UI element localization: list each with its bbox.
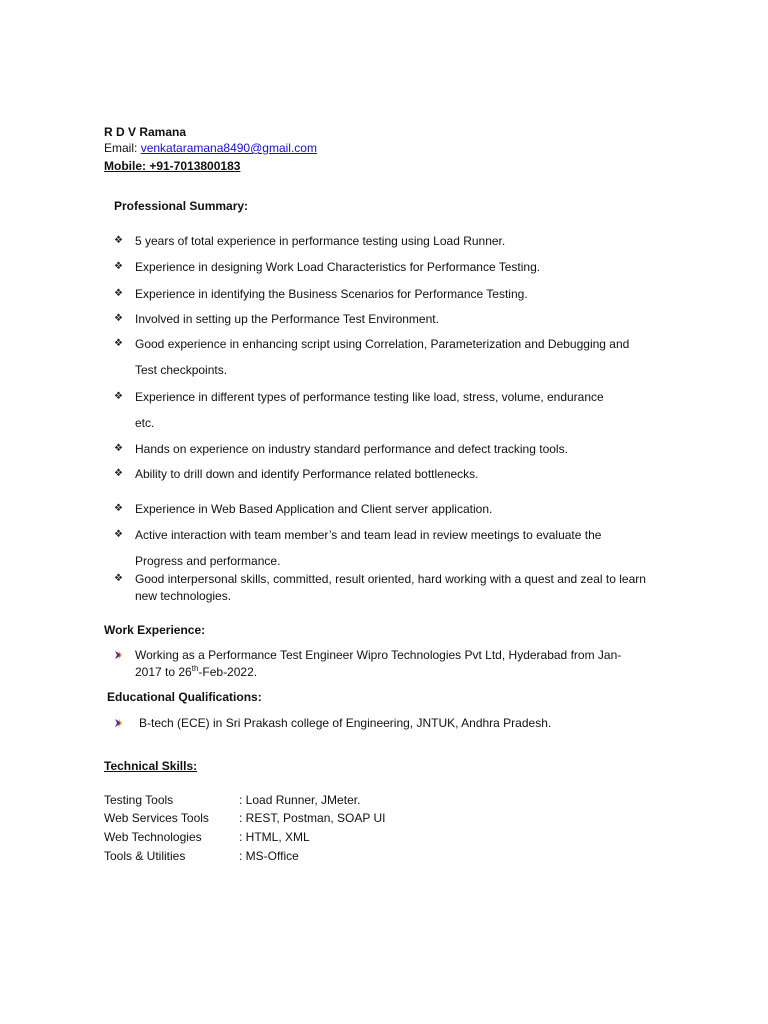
list-item: Experience in identifying the Business Scenarios for Performance Testing. [135, 287, 528, 301]
email-label: Email: [104, 141, 141, 155]
education-item: B-tech (ECE) in Sri Prakash college of Engineering, JNTUK, Andhra Pradesh. [139, 716, 552, 730]
diamond-bullet-icon: ❖ [114, 529, 123, 540]
diamond-bullet-icon: ❖ [114, 391, 123, 402]
list-item-continuation: Test checkpoints. [135, 363, 228, 377]
skill-value: : Load Runner, JMeter. [239, 793, 361, 807]
email-line [104, 140, 317, 156]
list-item-continuation: Progress and performance. [135, 554, 281, 568]
education-heading: Educational Qualifications: [107, 690, 262, 704]
skill-label: Tools & Utilities [104, 849, 186, 863]
arrow-bullet-icon [113, 648, 127, 662]
list-item-continuation: etc. [135, 416, 155, 430]
diamond-bullet-icon: ❖ [114, 235, 123, 246]
list-item: Active interaction with team member’s and team lead in review meetings to evaluate the [135, 528, 602, 542]
diamond-bullet-icon: ❖ [114, 338, 123, 349]
mobile-line: Mobile: +91-7013800183 [104, 159, 241, 173]
work-date-end: -Feb-2022. [198, 665, 258, 679]
work-item-line1: Working as a Performance Test Engineer Wipro Technologies Pvt Ltd, Hyderabad from Jan- [135, 648, 622, 662]
skill-label: Web Technologies [104, 830, 202, 844]
work-date-sup: th [191, 664, 199, 673]
diamond-bullet-icon: ❖ [114, 261, 123, 272]
list-item: Experience in designing Work Load Characteristics for Performance Testing. [135, 260, 541, 274]
work-date-start: 2017 to 26 [135, 665, 192, 679]
list-item: 5 years of total experience in performance testing using Load Runner. [135, 234, 506, 248]
work-item-line2 [135, 664, 257, 680]
candidate-name: R D V Ramana [104, 125, 187, 139]
work-heading: Work Experience: [104, 623, 206, 637]
list-item: Experience in different types of performance testing like load, stress, volume, endurance [135, 390, 604, 404]
skills-heading: Technical Skills: [104, 759, 198, 773]
list-item-continuation: new technologies. [135, 589, 232, 603]
skill-label: Testing Tools [104, 793, 174, 807]
list-item: Good experience in enhancing script using Correlation, Parameterization and Debugging and [135, 337, 630, 351]
diamond-bullet-icon: ❖ [114, 443, 123, 454]
list-item: Experience in Web Based Application and Client server application. [135, 502, 493, 516]
diamond-bullet-icon: ❖ [114, 313, 123, 324]
diamond-bullet-icon: ❖ [114, 503, 123, 514]
list-item: Ability to drill down and identify Performance related bottlenecks. [135, 467, 479, 481]
skill-value: : MS-Office [239, 849, 299, 863]
list-item: Hands on experience on industry standard performance and defect tracking tools. [135, 442, 568, 456]
arrow-bullet-icon [113, 716, 127, 730]
email-link[interactable]: venkataramana8490@gmail.com [140, 141, 317, 155]
summary-heading: Professional Summary: [114, 199, 249, 213]
diamond-bullet-icon: ❖ [114, 288, 123, 299]
diamond-bullet-icon: ❖ [114, 468, 123, 479]
skill-label: Web Services Tools [104, 811, 209, 825]
list-item: Involved in setting up the Performance Test Environment. [135, 312, 439, 326]
skill-value: : HTML, XML [239, 830, 310, 844]
diamond-bullet-icon: ❖ [114, 573, 123, 584]
list-item: Good interpersonal skills, committed, result oriented, hard working with a quest and zeal to learn [135, 572, 646, 586]
skill-value: : REST, Postman, SOAP UI [239, 811, 386, 825]
